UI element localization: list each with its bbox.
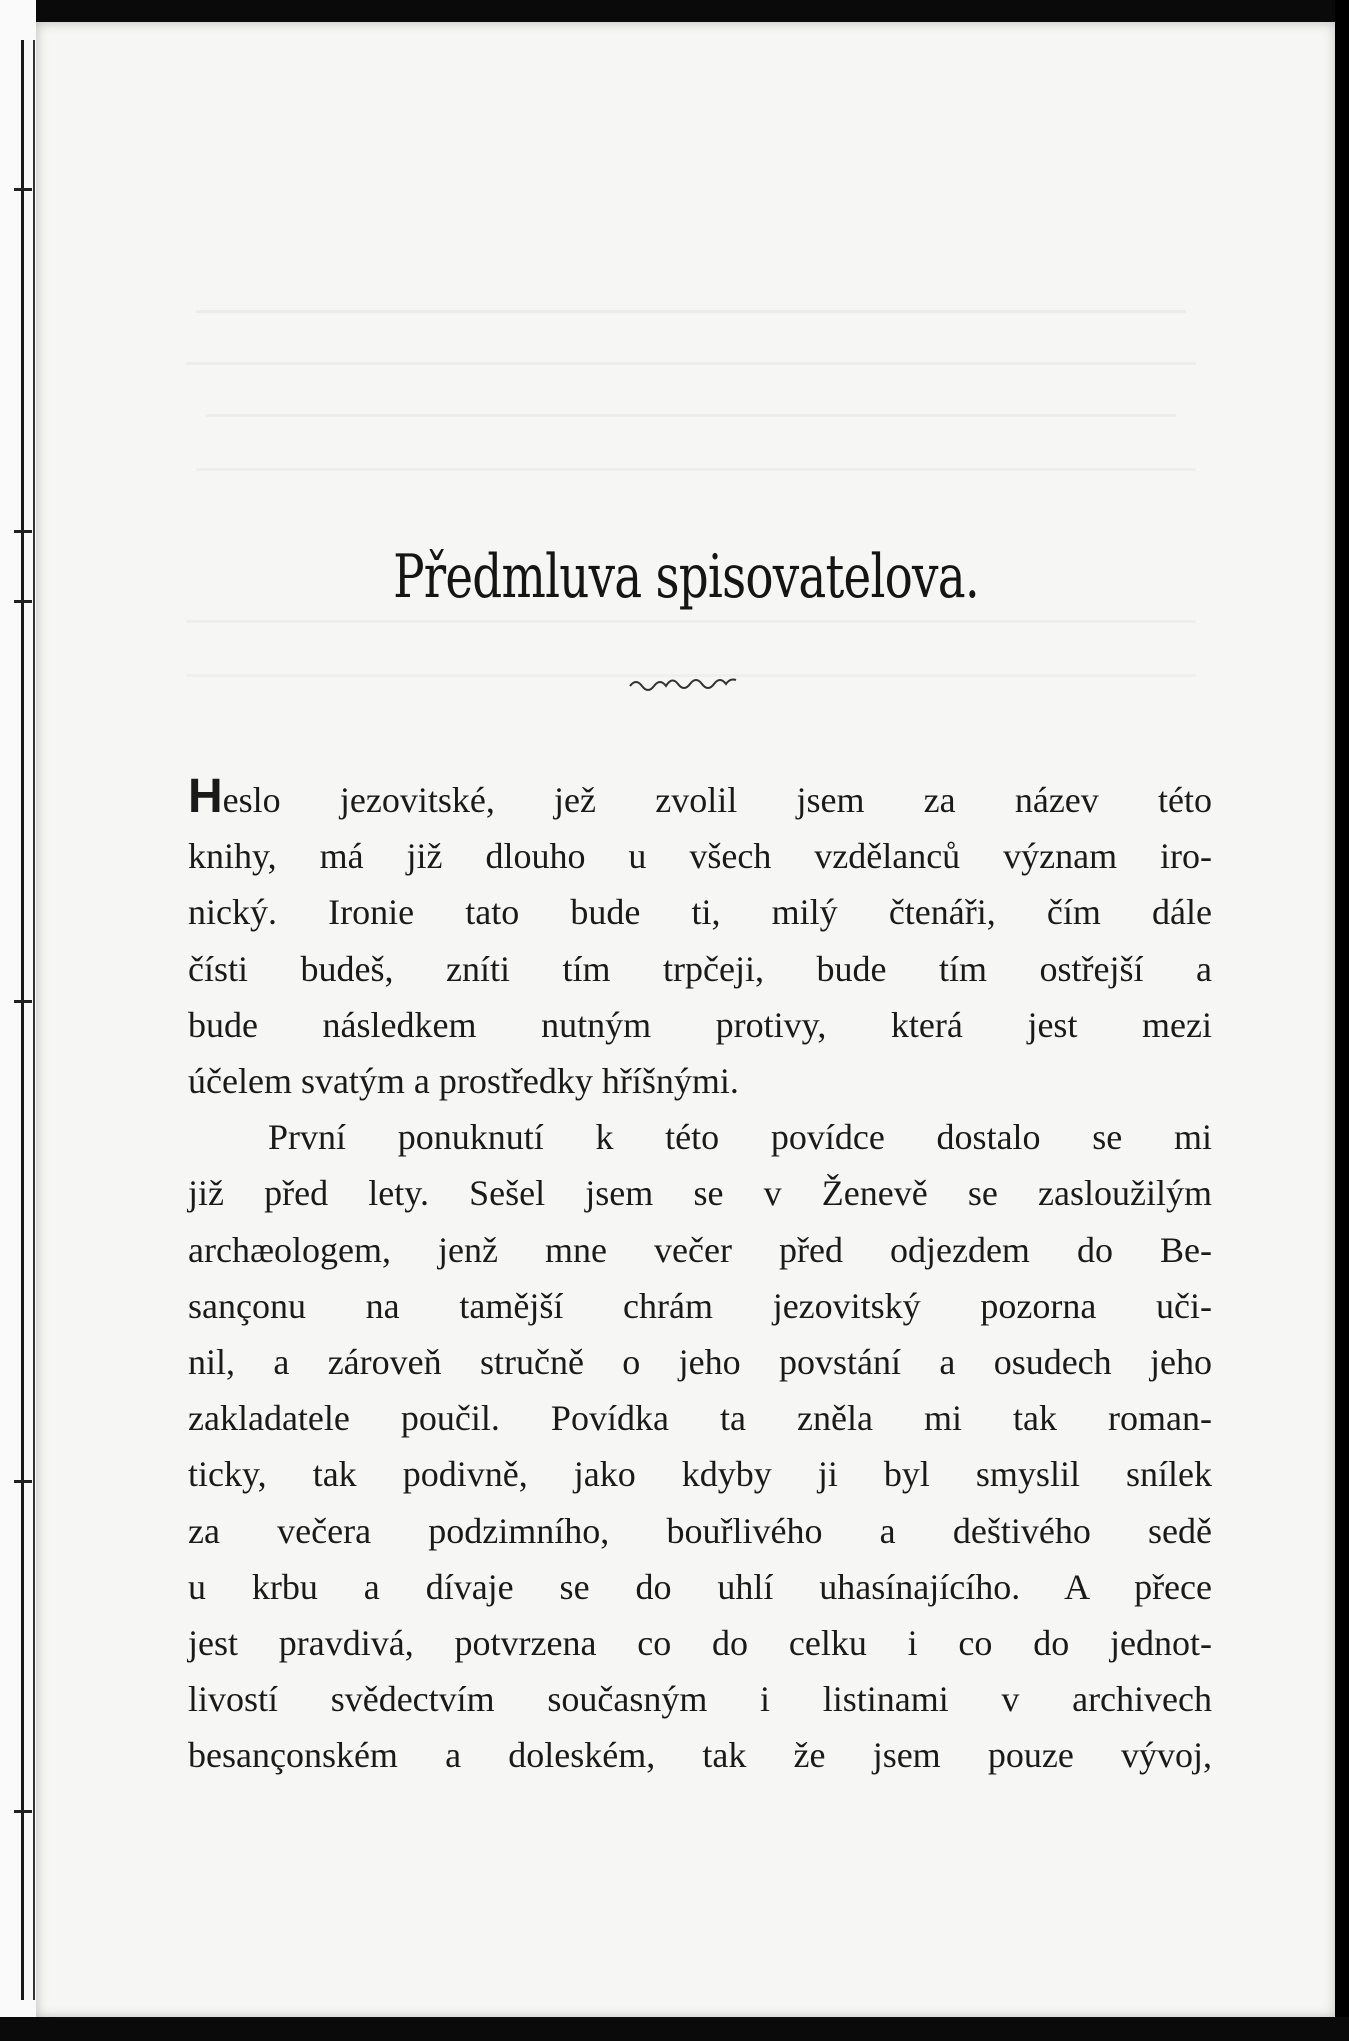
text-line: ticky, tak podivně, jako kdyby ji byl smyslil snílek (188, 1454, 1212, 1495)
scan-right-border (1335, 0, 1349, 2041)
bleed-through (186, 362, 1196, 365)
ornament-flourish-icon (626, 668, 746, 698)
text-line: livostí svědectvím současným i listinami v archivech (188, 1679, 1212, 1720)
text-line: jest pravdivá, potvrzena co do celku i co do jednot- (188, 1623, 1212, 1664)
page-title: Předmluva spisovatelova. (393, 542, 979, 612)
gutter-tick (14, 1480, 32, 1483)
text-line: archæologem, jenž mne večer před odjezdem do Be- (188, 1229, 1212, 1270)
drop-cap: H (188, 770, 223, 823)
scan-top-border (0, 0, 1349, 24)
text-line: nil, a zároveň stručně o jeho povstání a osudech jeho (188, 1342, 1212, 1383)
text-line: sançonu na tamější chrám jezovitský pozorna uči- (188, 1285, 1212, 1326)
bleed-through (206, 414, 1176, 417)
gutter-rule-thin (33, 40, 35, 2000)
text-line: knihy, má již dlouho u všech vzdělanců význam iro- (188, 836, 1212, 877)
bleed-through (196, 310, 1186, 313)
book-page (36, 22, 1336, 2018)
text-line: čísti budeš, zníti tím trpčeji, bude tím ostřejší a (188, 948, 1212, 989)
bleed-through (186, 620, 1196, 623)
text-line: účelem svatým a prostředky hříšnými. (188, 1061, 739, 1102)
gutter-tick (14, 1000, 32, 1003)
text-line: První ponuknutí k této povídce dostalo se mi (268, 1117, 1212, 1158)
gutter-tick (14, 600, 32, 603)
bleed-through (196, 468, 1196, 471)
book-gutter (0, 0, 36, 2041)
body-text (188, 772, 1212, 1784)
gutter-tick (14, 1810, 32, 1813)
text-line: nický. Ironie tato bude ti, milý čtenáři, čím dále (188, 892, 1212, 933)
text-line: Heslo jezovitské, jež zvolil jsem za název této (188, 770, 1212, 823)
scan-bottom-border (0, 2017, 1349, 2041)
text-line: besançonském a doleském, tak že jsem pouze vývoj, (188, 1735, 1212, 1776)
text-line: za večera podzimního, bouřlivého a deštivého sedě (188, 1510, 1212, 1551)
gutter-rule (21, 40, 24, 2000)
gutter-tick (14, 530, 32, 533)
text-line: u krbu a dívaje se do uhlí uhasínajícího. A přece (188, 1566, 1212, 1607)
text-line: zakladatele poučil. Povídka ta zněla mi tak roman- (188, 1398, 1212, 1439)
gutter-tick (14, 188, 32, 191)
text-line: bude následkem nutným protivy, která jest mezi (188, 1004, 1212, 1045)
text-line: již před lety. Sešel jsem se v Ženevě se zasloužilým (188, 1173, 1212, 1214)
